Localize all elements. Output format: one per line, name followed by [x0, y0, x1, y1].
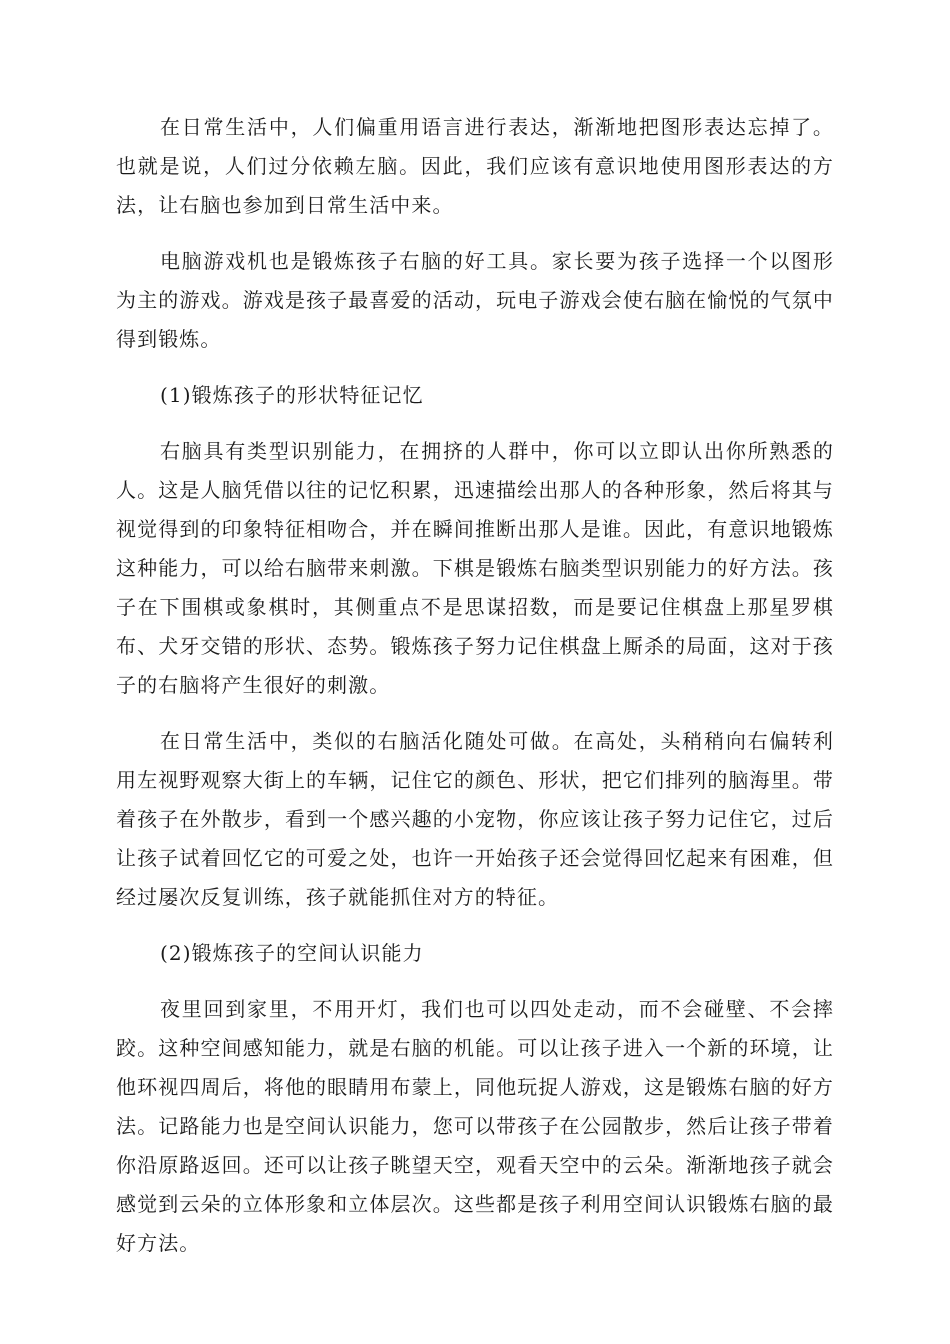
- section-heading-1: (1)锻炼孩子的形状特征记忆: [160, 383, 424, 407]
- paragraph-2: 电脑游戏机也是锻炼孩子右脑的好工具。家长要为孩子选择一个以图形为主的游戏。游戏是孩子最喜爱的活动，玩电子游戏会使右脑在愉悦的气氛中得到锻炼。: [116, 249, 834, 351]
- paragraph-5: 夜里回到家里，不用开灯，我们也可以四处走动，而不会碰壁、不会摔跤。这种空间感知能力，就是右脑的机能。可以让孩子进入一个新的环境，让他环视四周后，将他的眼睛用布蒙上，同他玩捉人游戏，这是锻炼右脑的好方法。记路能力也是空间认识能力，您可以带孩子在公园散步，然后让孩子带着你沿原路返回。还可以让孩子眺望天空，观看天空中的云朵。渐渐地孩子就会感觉到云朵的立体形象和立体层次。这些都是孩子利用空间认识锻炼右脑的最好方法。: [116, 997, 834, 1255]
- paragraph-1: 在日常生活中，人们偏重用语言进行表达，渐渐地把图形表达忘掉了。也就是说，人们过分依赖左脑。因此，我们应该有意识地使用图形表达的方法，让右脑也参加到日常生活中来。: [116, 115, 834, 217]
- paragraph-3: 右脑具有类型识别能力，在拥挤的人群中，你可以立即认出你所熟悉的人。这是人脑凭借以往的记忆积累，迅速描绘出那人的各种形象，然后将其与视觉得到的印象特征相吻合，并在瞬间推断出那人是谁。因此，有意识地锻炼这种能力，可以给右脑带来刺激。下棋是锻炼右脑类型识别能力的好方法。孩子在下围棋或象棋时，其侧重点不是思谋招数，而是要记住棋盘上那星罗棋布、犬牙交错的形状、态势。锻炼孩子努力记住棋盘上厮杀的局面，这对于孩子的右脑将产生很好的刺激。: [116, 439, 834, 697]
- section-heading-2: (2)锻炼孩子的空间认识能力: [160, 941, 424, 965]
- paragraph-4: 在日常生活中，类似的右脑活化随处可做。在高处，头稍稍向右偏转利用左视野观察大街上的车辆，记住它的颜色、形状，把它们排列的脑海里。带着孩子在外散步，看到一个感兴趣的小宠物，你应该让孩子努力记住它，过后让孩子试着回忆它的可爱之处，也许一开始孩子还会觉得回忆起来有困难，但经过屡次反复训练，孩子就能抓住对方的特征。: [116, 729, 834, 909]
- document-page: [116, 108, 834, 1280]
